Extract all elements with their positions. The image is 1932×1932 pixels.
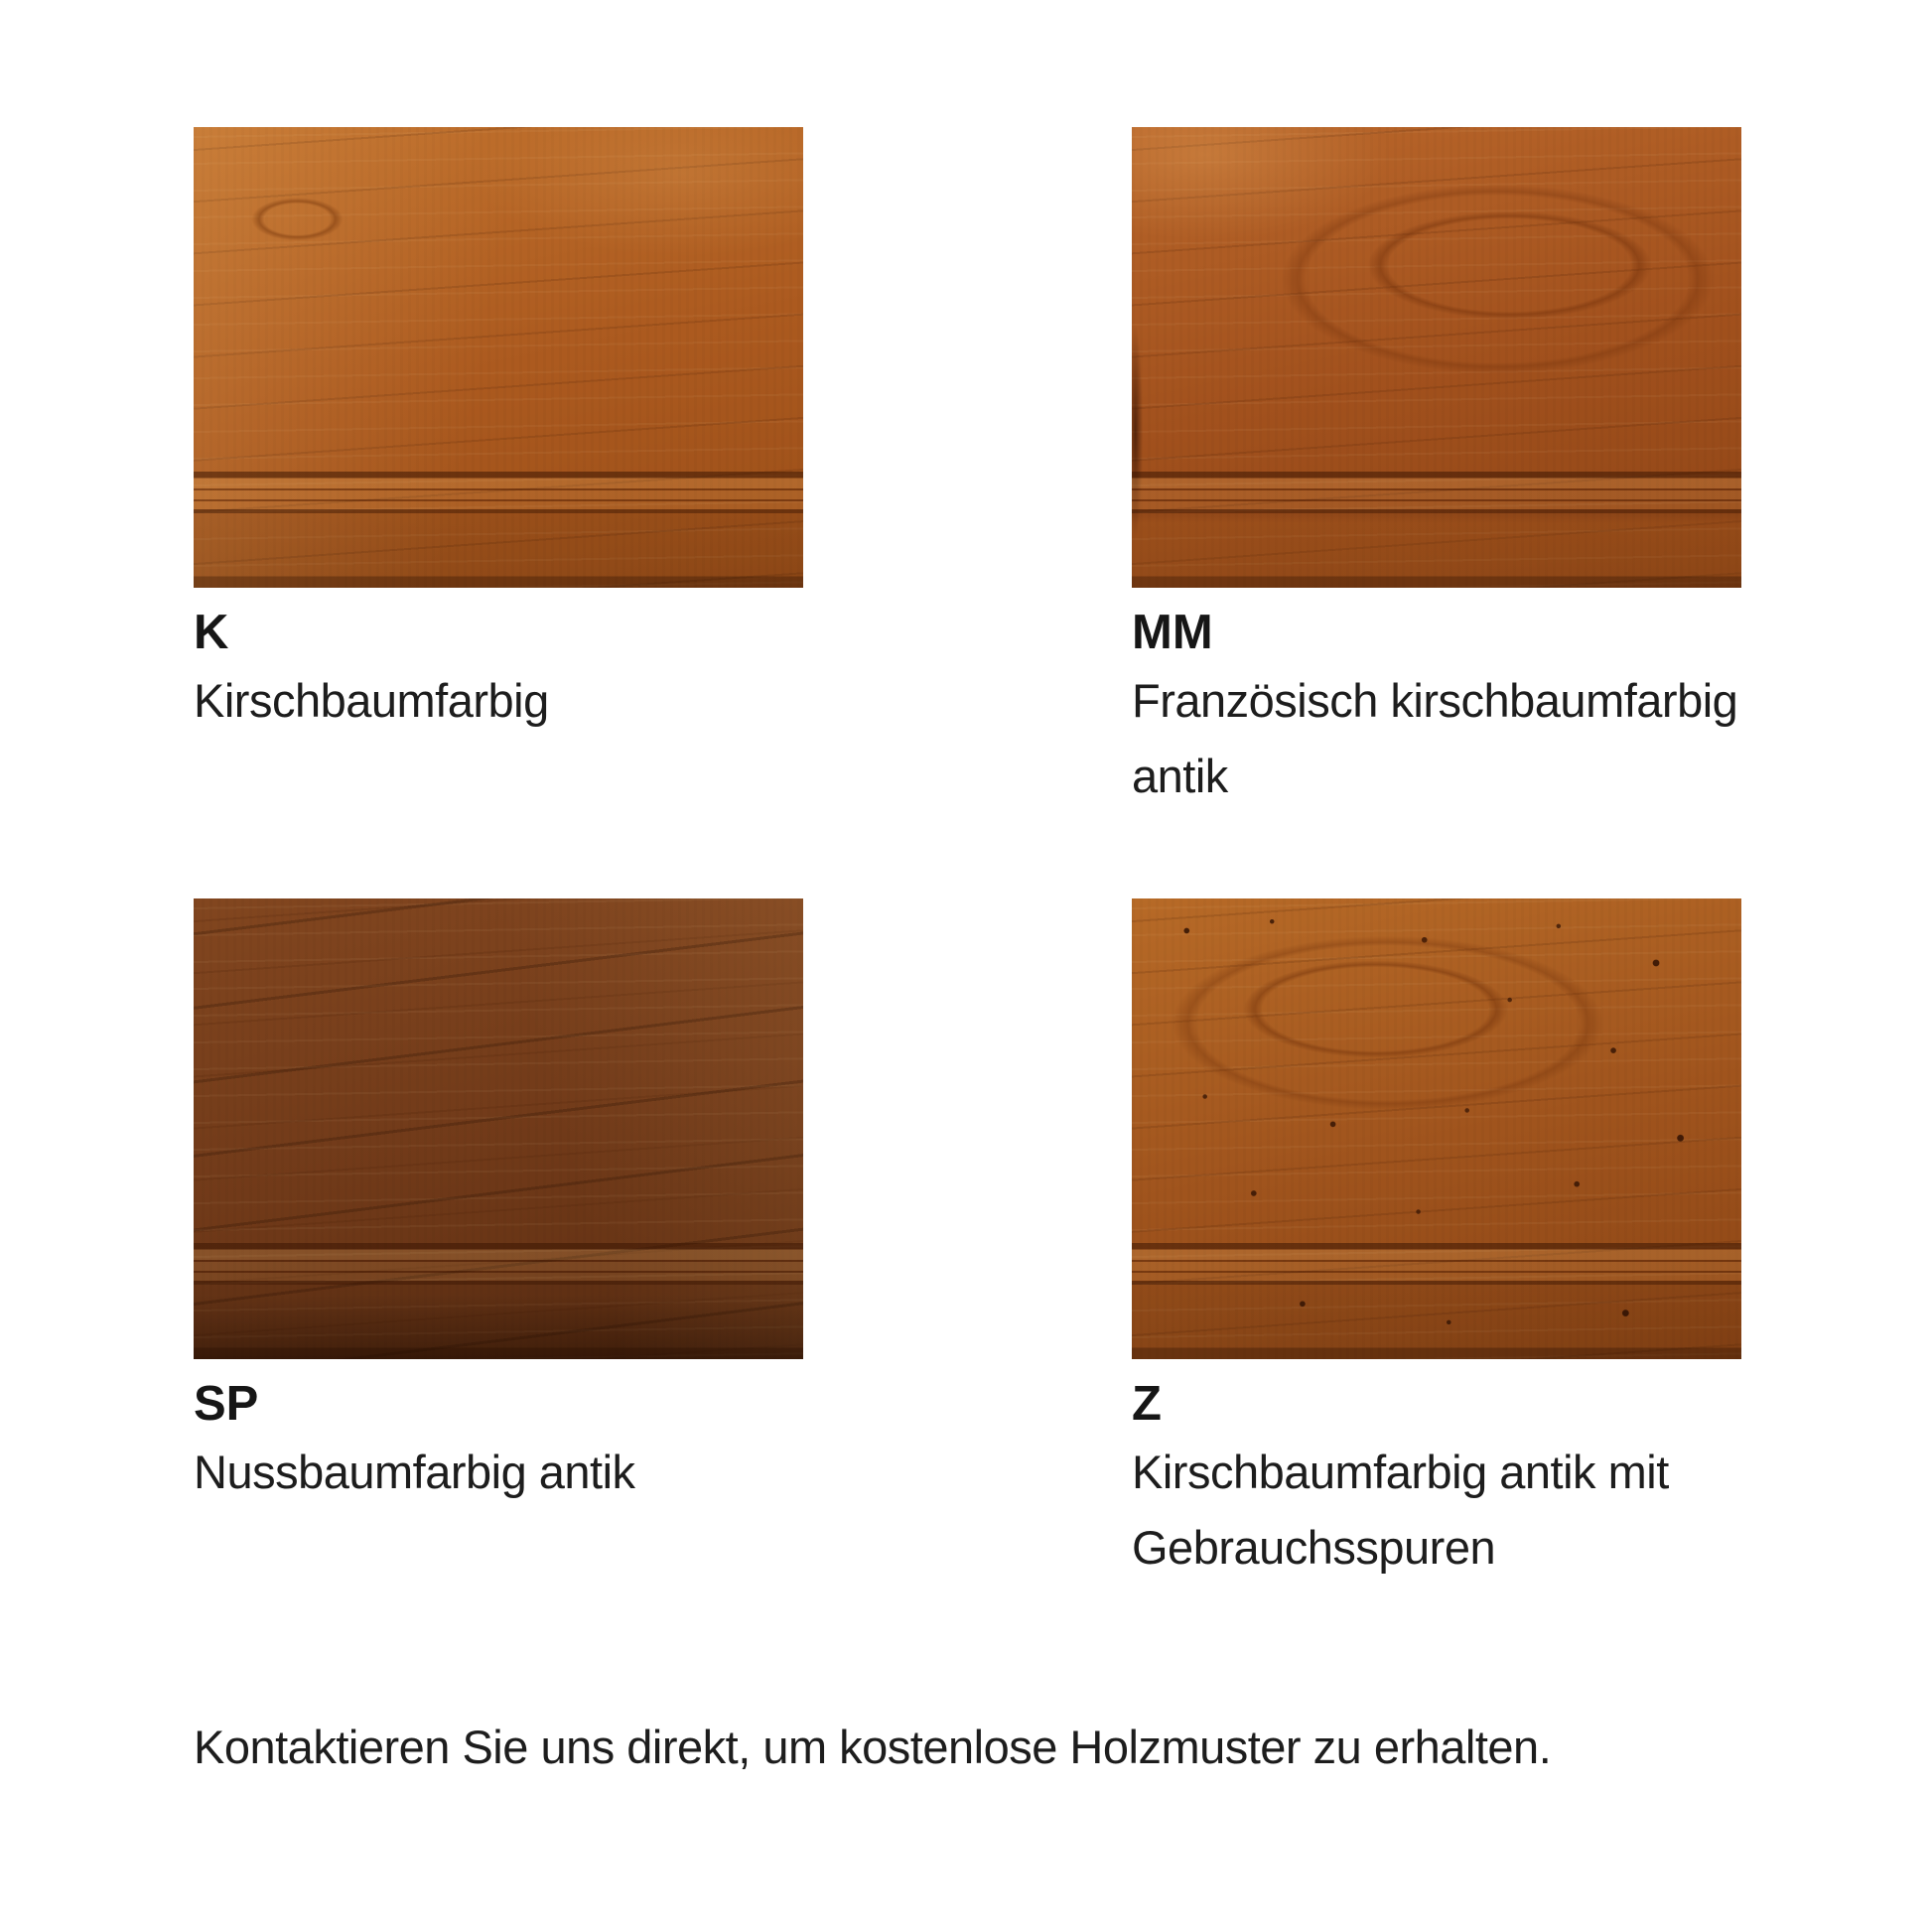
sample-label-sp xyxy=(194,1373,803,1510)
wood-swatch-k xyxy=(194,127,803,588)
sample-label-k xyxy=(194,602,803,739)
sample-name-line: Kirschbaumfarbig antik mit xyxy=(1132,1446,1669,1498)
sample-card-mm xyxy=(1132,127,1741,814)
wood-moulding-layer xyxy=(1132,898,1741,1359)
wood-moulding-layer xyxy=(194,898,803,1359)
sample-label-z xyxy=(1132,1373,1741,1586)
wood-moulding-layer xyxy=(1132,127,1741,588)
wood-swatch-z xyxy=(1132,898,1741,1359)
sample-label-mm xyxy=(1132,602,1741,814)
sample-code: MM xyxy=(1132,606,1213,659)
sample-card-k xyxy=(194,127,803,739)
contact-note: Kontaktieren Sie uns direkt, um kostenlose Holzmuster zu erhalten. xyxy=(194,1721,1552,1773)
sample-name-line: Französisch kirschbaumfarbig xyxy=(1132,674,1738,727)
sample-name-line: Nussbaumfarbig antik xyxy=(194,1446,635,1498)
sample-code: SP xyxy=(194,1377,259,1431)
wood-swatch-sp xyxy=(194,898,803,1359)
wood-swatch-mm xyxy=(1132,127,1741,588)
sample-code: Z xyxy=(1132,1377,1162,1431)
sample-name-line: Gebrauchsspuren xyxy=(1132,1521,1496,1574)
sample-code: K xyxy=(194,606,229,659)
wood-moulding-layer xyxy=(194,127,803,588)
sample-card-z xyxy=(1132,898,1741,1586)
sample-name-line: antik xyxy=(1132,750,1228,802)
sample-name-line: Kirschbaumfarbig xyxy=(194,674,549,727)
sample-card-sp xyxy=(194,898,803,1510)
